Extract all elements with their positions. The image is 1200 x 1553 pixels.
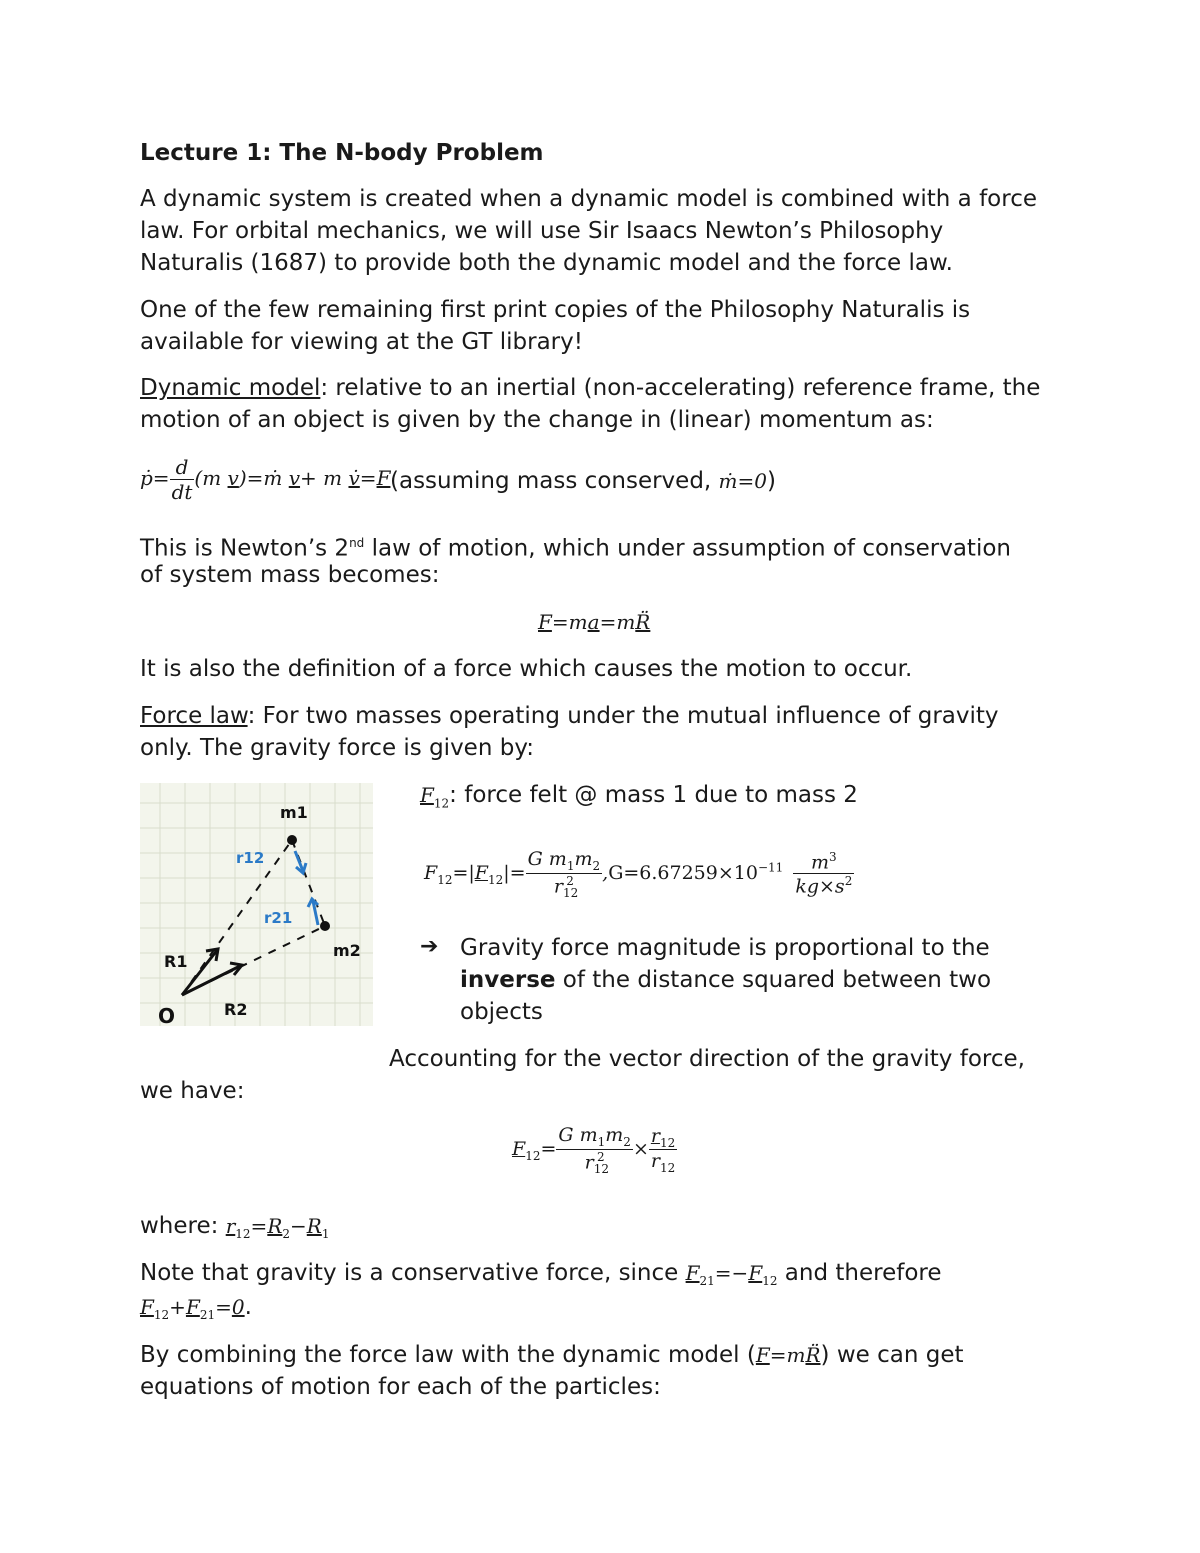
force-law-line (140, 701, 999, 732)
paragraph-line: One of the few remaining first print copies of the Philosophy Naturalis is (140, 297, 971, 323)
r12-label: r12 (236, 849, 265, 867)
paragraph-line: law. For orbital mechanics, we will use Sir Isaacs Newton’s Philosophy (140, 218, 944, 244)
note-line-2: $F_{12}+F_{21}=0$. (140, 1294, 252, 1322)
force-law-label: Force law (140, 703, 248, 729)
paragraph-line: only. The gravity force is given by: (140, 735, 535, 761)
where-line: where: $r_{12}=R_2-R_1$ (140, 1213, 330, 1241)
paragraph-line: equations of motion for each of the particles: (140, 1374, 661, 1400)
gravity-constant: G=6.67259×10 (608, 861, 758, 884)
paragraph-line: we have: (140, 1078, 245, 1104)
r21-label: r21 (264, 909, 293, 927)
force-law-text: : For two masses operating under the mutual influence of gravity (247, 703, 999, 729)
combine-line: By combining the force law with the dynamic model (F=mR̈) we can get (140, 1342, 964, 1368)
paragraph-line: of system mass becomes: (140, 562, 440, 588)
bullet-text: Gravity force magnitude is proportional to the inverse of the distance squared between two objects (460, 935, 992, 1025)
two-body-diagram (140, 783, 373, 1026)
paragraph-line: A dynamic system is created when a dynamic model is combined with a force (140, 186, 1037, 212)
newton-equation: F=ma=mR̈ (538, 610, 651, 634)
paragraph-line: available for viewing at the GT library! (140, 329, 583, 355)
arrow-bullet-icon: ➔ (420, 934, 439, 959)
gravity-magnitude-equation: $F_{12}=|F_{12}|=$ $\frac{G m_1m_2}{r_{12}^2}$ $,G=6.67259\times 10^{-11}$ $\frac{m^3}{kg\times s^2}$ (424, 848, 853, 900)
f12-description: $F_{12}$: force felt @ mass 1 due to mass 2 (420, 782, 858, 811)
newton-second-law-line: This is Newton’s 2nd law of motion, which under assumption of conservation (140, 535, 1011, 562)
momentum-equation: ṗ= $\frac{d}{dt}$ (m v)=ṁ v+ m v̇=F (140, 455, 391, 504)
page-title: Lecture 1: The N-body Problem (140, 140, 544, 166)
grid-background (140, 783, 373, 1026)
dynamic-model-label: Dynamic model (140, 375, 321, 401)
mass1-point (287, 835, 297, 845)
paragraph-line: Naturalis (1687) to provide both the dynamic model and the force law. (140, 250, 953, 276)
dynamic-model-line (140, 373, 1040, 404)
R1-label: R1 (164, 952, 188, 971)
m1-label: m1 (280, 803, 308, 822)
origin-label: O (158, 1004, 176, 1026)
vector-gravity-equation: $F_{12}=$ $\frac{G m_1m_2}{r_{12}^2}$ × $\frac{r_{12}}{r_{12}}$ (512, 1124, 676, 1176)
mass-conserved-note: (assuming mass conserved, ṁ=0) (390, 468, 776, 494)
mass2-point (320, 921, 330, 931)
note-line: Note that gravity is a conservative force, since $F_{21}=-F_{12}$ and therefore (140, 1260, 942, 1288)
paragraph-line: motion of an object is given by the change in (linear) momentum as: (140, 407, 934, 433)
m2-label: m2 (333, 941, 361, 960)
dynamic-model-text: : relative to an inertial (non-accelerating) reference frame, the (320, 375, 1041, 401)
paragraph-line: Accounting for the vector direction of the gravity force, (389, 1046, 1025, 1072)
R2-label: R2 (224, 1000, 248, 1019)
paragraph-line: It is also the definition of a force which causes the motion to occur. (140, 656, 913, 682)
